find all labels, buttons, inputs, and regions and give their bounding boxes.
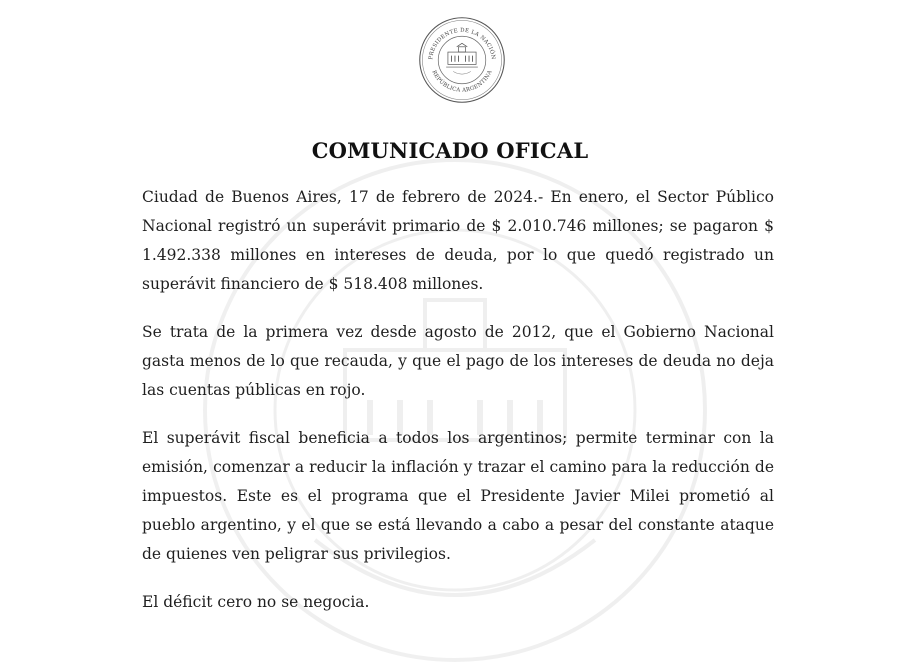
svg-text:REPÚBLICA ARGENTINA: REPÚBLICA ARGENTINA xyxy=(430,69,494,94)
presidential-seal-icon xyxy=(418,16,506,104)
document-title: COMUNICADO OFICAL xyxy=(311,138,589,163)
paragraph-4: El déficit cero no se negocia. xyxy=(142,593,370,611)
paragraph-2: Se trata de la primera vez desde agosto de 2012, que el Gobierno Nacional gasta menos de lo que recauda, y que el pago de los intereses de deuda no deja las cuentas públicas en rojo. xyxy=(142,323,774,399)
svg-text:PRESIDENTE DE LA NACIÓN: PRESIDENTE DE LA NACIÓN xyxy=(428,27,496,61)
paragraph-1: Ciudad de Buenos Aires, 17 de febrero de 2024.- En enero, el Sector Público Nacional registró un superávit primario de $ 2.010.746 millones; se pagaron $ 1.492.338 millones en intereses de deuda, por lo que quedó registrado un superávit financiero de $ 518.408 millones. xyxy=(142,188,774,293)
document-body xyxy=(142,183,774,636)
paragraph-3: El superávit fiscal beneficia a todos los argentinos; permite terminar con la emisión, comenzar a reducir la inflación y trazar el camino para la reducción de impuestos. Este es el programa que el Presidente Javier Milei prometió al pueblo argentino, y el que se está llevando a cabo a pesar del constante ataque de quienes ven peligrar sus privilegios. xyxy=(142,429,774,563)
